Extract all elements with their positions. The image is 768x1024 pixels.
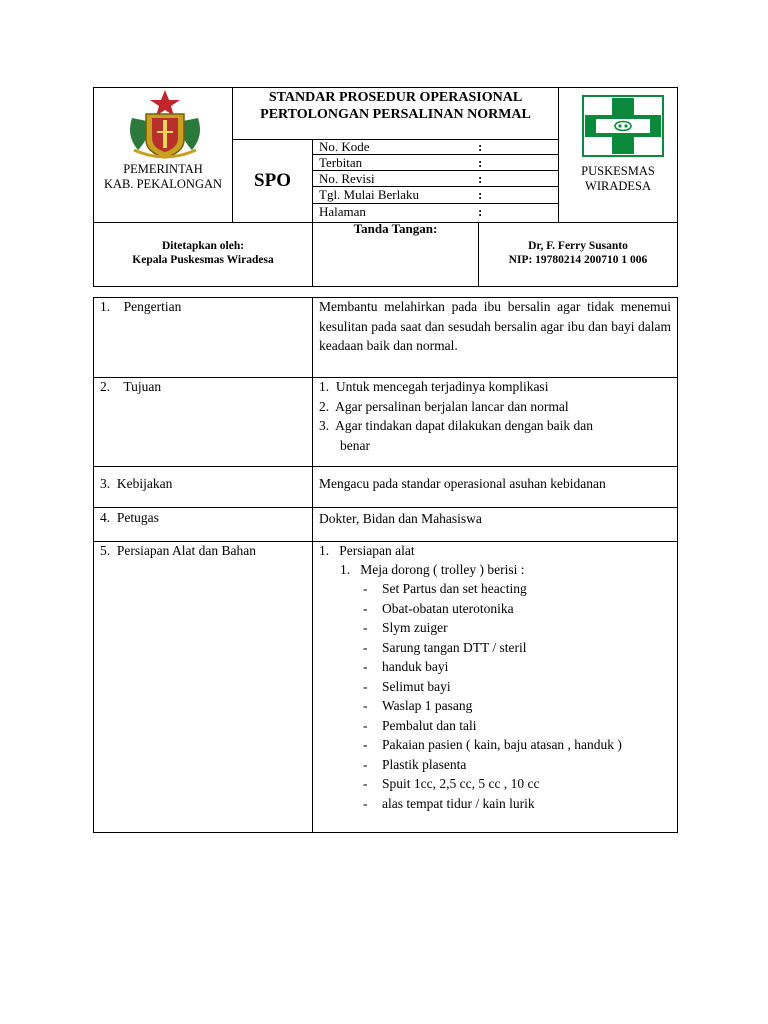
petugas-text: Dokter, Bidan dan Mahasiswa	[319, 511, 482, 526]
list-item	[363, 716, 673, 736]
pengertian-text: Membantu melahirkan pada ibu bersalin agar tidak menemui kesulitan pada saat dan sesudah bersalin agar ibu dan bayi dalam keadaan baik dan normal.	[319, 299, 671, 353]
kebijakan-label: 3. Kebijakan	[100, 476, 173, 491]
meta-tgl-label: Tgl. Mulai Berlaku	[319, 187, 420, 202]
list-item	[363, 774, 673, 794]
list-dash: -	[363, 717, 368, 733]
list-item-text: Pembalut dan tali	[382, 717, 477, 733]
doc-title-line2: PERTOLONGAN PERSALINAN NORMAL	[260, 107, 531, 122]
persiapan-heading: 1. Persiapan alat	[319, 543, 415, 558]
list-dash: -	[363, 639, 368, 655]
head-nip: NIP: 19780214 200710 1 006	[508, 254, 648, 266]
list-dash: -	[363, 659, 368, 674]
list-dash: -	[363, 581, 368, 596]
meta-revisi-label: No. Revisi	[319, 171, 375, 186]
tujuan-label: 2. Tujuan	[100, 379, 162, 394]
gov-line1: PEMERINTAH	[123, 162, 203, 176]
meta-kode-sep: :	[478, 139, 483, 154]
list-item-text: handuk bayi	[382, 659, 449, 674]
meta-halaman-sep: :	[478, 204, 483, 219]
spo-label: SPO	[254, 170, 291, 191]
list-item	[363, 638, 673, 658]
persiapan-sub: 1. Meja dorong ( trolley ) berisi :	[340, 562, 525, 577]
persiapan-items	[363, 579, 673, 813]
pekalongan-emblem-icon	[124, 88, 206, 160]
puskesmas-line2: WIRADESA	[585, 179, 651, 193]
meta-tgl-sep: :	[478, 187, 483, 202]
petugas-label: 4. Petugas	[100, 510, 159, 525]
list-item-text: Obat-obatan uterotonika	[382, 600, 514, 616]
list-dash: -	[363, 698, 368, 713]
list-item-text: Spuit 1cc, 2,5 cc, 5 cc , 10 cc	[382, 776, 540, 791]
doc-title-line1: STANDAR PROSEDUR OPERASIONAL	[268, 90, 523, 105]
list-dash: -	[363, 678, 368, 694]
list-dash: -	[363, 737, 368, 752]
list-dash: -	[363, 795, 368, 811]
pengertian-label: 1. Pengertian	[100, 299, 182, 314]
signature-label: Tanda Tangan:	[353, 221, 438, 236]
list-item-text: Sarung tangan DTT / steril	[382, 639, 527, 655]
list-item-text: alas tempat tidur / kain lurik	[382, 795, 535, 811]
list-item-text: Set Partus dan set heacting	[382, 581, 527, 596]
list-dash: -	[363, 600, 368, 616]
meta-halaman-label: Halaman	[319, 204, 366, 219]
meta-terbitan-label: Terbitan	[319, 155, 363, 170]
list-item	[363, 755, 673, 775]
meta-revisi-sep: :	[478, 171, 483, 186]
set-by-value: Kepala Puskesmas Wiradesa	[132, 254, 274, 266]
list-item	[363, 657, 673, 677]
tujuan-item: 3. Agar tindakan dapat dilakukan dengan baik dan	[319, 418, 594, 433]
puskesmas-logo-icon	[582, 95, 664, 157]
list-item-text: Plastik plasenta	[382, 756, 467, 772]
kebijakan-text: Mengacu pada standar operasional asuhan kebidanan	[319, 476, 606, 491]
list-item-text: Pakaian pasien ( kain, baju atasan , handuk )	[382, 737, 622, 752]
list-dash: -	[363, 776, 368, 791]
list-item-text: Selimut bayi	[382, 678, 451, 694]
list-item	[363, 696, 673, 716]
meta-terbitan-sep: :	[478, 155, 483, 170]
list-item	[363, 677, 673, 697]
list-item	[363, 599, 673, 619]
tujuan-list	[319, 377, 671, 455]
set-by-label: Ditetapkan oleh:	[161, 240, 245, 252]
list-item	[363, 618, 673, 638]
list-item	[363, 579, 673, 599]
tujuan-item: benar	[340, 437, 370, 453]
list-item-text: Slym zuiger	[382, 620, 448, 635]
puskesmas-line1: PUSKESMAS	[581, 164, 655, 178]
tujuan-item: 2. Agar persalinan berjalan lancar dan normal	[319, 398, 569, 414]
list-dash: -	[363, 620, 368, 635]
meta-kode-label: No. Kode	[319, 139, 370, 154]
list-item	[363, 735, 673, 755]
list-item-text: Waslap 1 pasang	[382, 698, 473, 713]
persiapan-label: 5. Persiapan Alat dan Bahan	[100, 543, 256, 558]
tujuan-item: 1. Untuk mencegah terjadinya komplikasi	[319, 379, 549, 394]
list-item	[363, 794, 673, 814]
list-dash: -	[363, 756, 368, 772]
head-name: Dr, F. Ferry Susanto	[528, 240, 628, 252]
gov-line2: KAB. PEKALONGAN	[103, 177, 223, 191]
